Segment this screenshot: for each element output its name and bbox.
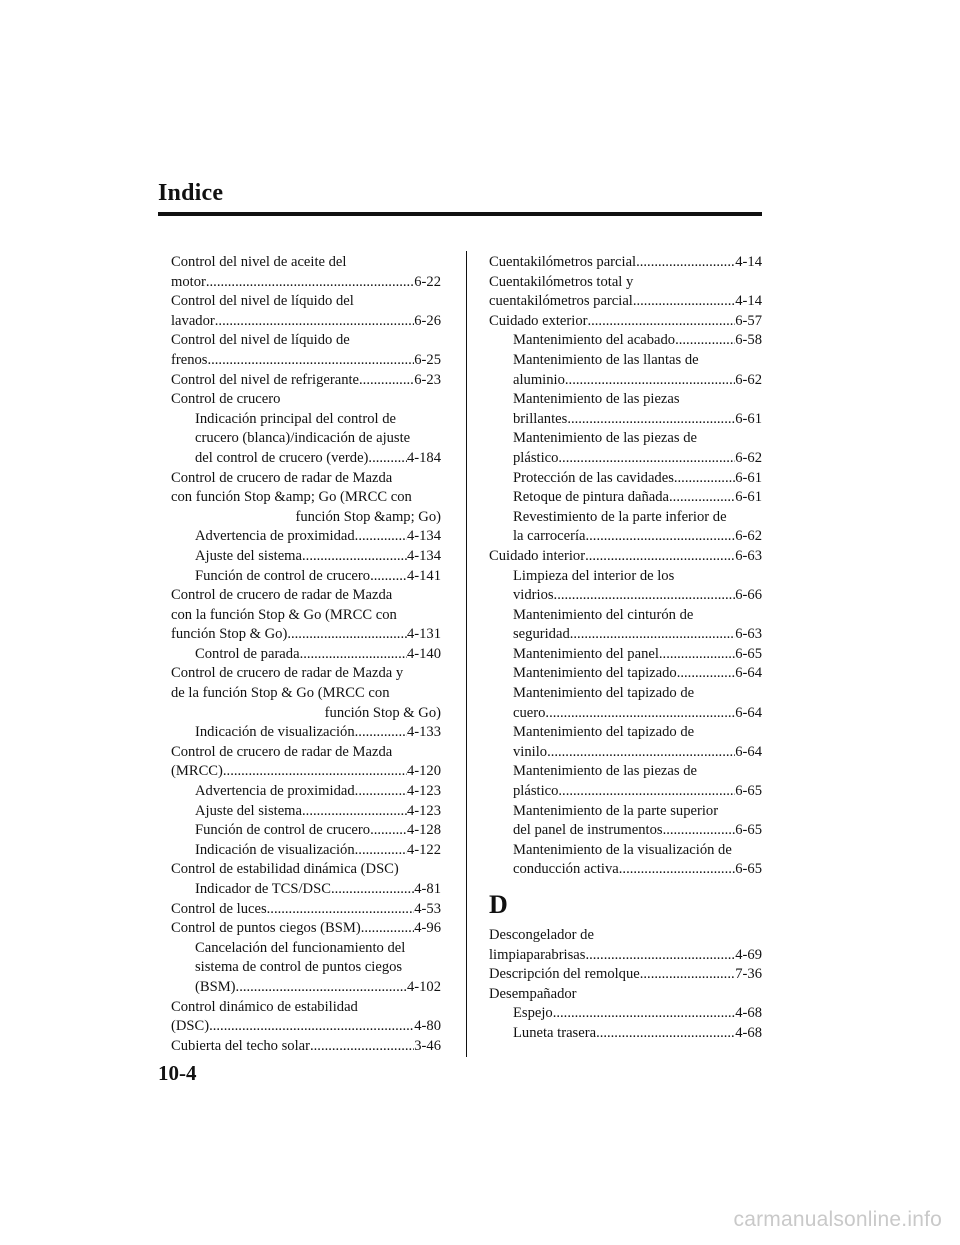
index-entry-text: Cuentakilómetros total y	[489, 273, 634, 290]
index-entry-text: crucero (blanca)/indicación de ajuste	[195, 430, 411, 447]
index-entry	[489, 586, 762, 606]
index-entry-page: 6-62	[735, 449, 762, 466]
index-entry-page: 6-62	[735, 528, 762, 545]
index-entry-text: Advertencia de proximidad	[195, 783, 355, 800]
index-entry-page: 6-26	[414, 312, 441, 329]
leader-dots	[677, 664, 736, 684]
index-entry	[489, 567, 762, 587]
index-entry	[171, 508, 441, 528]
index-entry-text: conducción activa	[513, 861, 619, 878]
index-entry-page: 6-65	[735, 783, 762, 800]
index-entry-page: 4-123	[406, 802, 441, 819]
leader-dots	[359, 371, 414, 391]
index-entry-text: con función Stop &amp; Go (MRCC con	[171, 489, 412, 506]
index-entry	[171, 312, 441, 332]
index-entry	[171, 429, 441, 449]
index-entry	[171, 351, 441, 371]
leader-dots	[209, 1017, 414, 1037]
leader-dots	[567, 410, 735, 430]
index-entry	[489, 664, 762, 684]
index-entry-text: plástico	[513, 783, 559, 800]
leader-dots	[368, 449, 407, 469]
index-entry	[489, 390, 762, 410]
leader-dots	[570, 625, 735, 645]
index-entry-text: (DSC)	[171, 1018, 210, 1035]
index-entry-text: con la función Stop & Go (MRCC con	[171, 606, 397, 623]
index-entry-page: 4-123	[406, 783, 441, 800]
index-entry-text: Mantenimiento de las piezas	[513, 391, 680, 408]
index-entry	[171, 919, 441, 939]
index-entry-text: Control de puntos ciegos (BSM)	[171, 920, 361, 937]
index-entry-page: 4-80	[414, 1018, 441, 1035]
index-entry	[171, 762, 441, 782]
index-entry-text: del control de crucero (verde)	[195, 449, 369, 466]
index-entry-text: Mantenimiento del panel	[513, 645, 659, 662]
index-entry	[171, 704, 441, 724]
index-entry-text: seguridad	[513, 626, 570, 643]
index-entry	[171, 939, 441, 959]
leader-dots	[310, 1037, 414, 1057]
index-entry-text: Mantenimiento de la visualización de	[513, 841, 732, 858]
index-entry-text: Mantenimiento de las llantas de	[513, 351, 699, 368]
index-entry	[171, 625, 441, 645]
index-entry	[171, 684, 441, 704]
leader-dots	[553, 1004, 736, 1024]
index-entry-text: Mantenimiento de las piezas de	[513, 763, 697, 780]
index-entry-text: Luneta trasera	[513, 1024, 597, 1041]
index-entry-text: Control de parada	[195, 645, 300, 662]
index-entry-page: 4-102	[406, 978, 441, 995]
leader-dots	[669, 488, 735, 508]
index-entry	[171, 253, 441, 273]
index-entry-text: Control de crucero de radar de Mazda	[171, 469, 393, 486]
index-entry-page: 6-63	[735, 626, 762, 643]
index-entry-text: frenos	[171, 351, 208, 368]
index-entry	[489, 985, 762, 1005]
leader-dots	[633, 292, 735, 312]
index-entry-page: 6-22	[414, 273, 441, 290]
index-entry-page: 4-96	[414, 920, 441, 937]
index-entry-page: 6-61	[735, 469, 762, 486]
index-entry-page: 6-58	[735, 332, 762, 349]
index-entry-text: Protección de las cavidades	[513, 469, 674, 486]
index-entry-text: Retoque de pintura dañada	[513, 489, 670, 506]
footer-page-number: 10-4	[158, 1061, 197, 1085]
index-entry-page: 4-140	[406, 645, 441, 662]
section-letter: D	[489, 890, 508, 919]
index-entry	[489, 762, 762, 782]
index-entry-page: 4-131	[406, 626, 441, 643]
index-entry-text: Control de crucero de radar de Mazda y	[171, 665, 404, 682]
index-entry-text: función Stop & Go)	[171, 626, 288, 643]
index-entry	[489, 547, 762, 567]
index-entry	[171, 802, 441, 822]
index-entry-page: 4-120	[406, 763, 441, 780]
index-entry-text: Control de estabilidad dinámica (DSC)	[171, 861, 399, 878]
index-entry-page: 4-68	[735, 1024, 762, 1041]
index-entry-page: 6-65	[735, 645, 762, 662]
watermark: carmanualsonline.info	[733, 1208, 942, 1231]
index-entry	[171, 606, 441, 626]
index-entry-text: (BSM)	[195, 978, 236, 995]
index-entry	[171, 371, 441, 391]
leader-dots	[554, 586, 736, 606]
index-entry	[489, 371, 762, 391]
index-entry-text: Control dinámico de estabilidad	[171, 998, 358, 1015]
index-entry	[171, 527, 441, 547]
index-entry	[171, 586, 441, 606]
index-entry-text: Cancelación del funcionamiento del	[195, 939, 406, 956]
leader-dots	[558, 782, 735, 802]
index-entry-page: 6-23	[414, 371, 441, 388]
leader-dots	[370, 567, 407, 587]
index-entry-text: la carrocería	[513, 528, 586, 545]
index-entry-page: 3-46	[414, 1037, 441, 1054]
index-entry-text: del panel de instrumentos	[513, 822, 663, 839]
index-entry-page: 4-134	[406, 528, 441, 545]
index-entry-text: (MRCC)	[171, 763, 223, 780]
index-entry-page: 4-81	[414, 881, 441, 897]
leader-dots	[663, 821, 736, 841]
leader-dots	[267, 900, 415, 920]
index-entry-text: Advertencia de proximidad	[195, 528, 355, 545]
index-entry	[171, 273, 441, 293]
index-entry	[171, 410, 441, 430]
index-entry-text: cuero	[513, 704, 546, 721]
index-entry-text: Revestimiento de la parte inferior de	[513, 508, 727, 525]
leader-dots	[619, 860, 735, 880]
leader-dots	[545, 704, 735, 724]
index-entry-page: 6-65	[735, 861, 762, 878]
index-entry	[171, 449, 441, 469]
leader-dots	[585, 946, 735, 966]
index-entry-page: 6-63	[735, 547, 762, 564]
index-entry	[171, 469, 441, 489]
leader-dots	[547, 743, 735, 763]
index-entry-text: Control de crucero de radar de Mazda	[171, 587, 393, 604]
leader-dots	[207, 351, 414, 371]
index-entry-page: 4-68	[735, 1005, 762, 1022]
index-entry	[489, 926, 762, 946]
leader-dots	[302, 802, 407, 822]
index-entry	[489, 527, 762, 547]
column-divider	[466, 251, 467, 1057]
index-entry-page: 4-141	[406, 567, 441, 584]
index-entry-text: motor	[171, 273, 206, 290]
leader-dots	[355, 723, 407, 743]
page-title: Indice	[158, 180, 224, 206]
leader-dots	[674, 469, 735, 489]
index-entry-page: 4-133	[406, 724, 441, 741]
index-entry	[171, 645, 441, 665]
leader-dots	[370, 821, 407, 841]
index-entry	[171, 292, 441, 312]
index-entry-text: Control del nivel de líquido de	[171, 332, 350, 349]
index-entry-text: Mantenimiento de las piezas de	[513, 430, 697, 447]
index-entry-text: Mantenimiento de la parte superior	[513, 802, 719, 819]
index-entry-page: 4-134	[406, 547, 441, 564]
index-entry	[489, 802, 762, 822]
index-entry-page: 4-14	[735, 293, 762, 310]
index-entry-page: 6-61	[735, 410, 762, 427]
index-entry	[489, 253, 762, 273]
index-entry-page: 4-128	[406, 822, 441, 839]
index-entry	[489, 606, 762, 626]
index-entry	[489, 946, 762, 966]
leader-dots	[565, 371, 735, 391]
index-entry	[171, 978, 441, 998]
index-entry-text: Indicación principal del control de	[195, 410, 396, 427]
title-rule	[158, 212, 762, 216]
index-entry-text: Ajuste del sistema	[195, 547, 303, 564]
leader-dots	[585, 547, 735, 567]
leader-dots	[236, 978, 407, 998]
index-entry-text: Descongelador de	[489, 927, 594, 943]
leader-dots	[361, 919, 415, 939]
index-entry	[489, 625, 762, 645]
index-entry-text: Espejo	[513, 1005, 553, 1022]
index-entry-text: Indicación de visualización	[195, 841, 355, 858]
index-entry-text: Limpieza del interior de los	[513, 567, 675, 584]
leader-dots	[659, 645, 735, 665]
index-entry	[489, 841, 762, 861]
index-entry	[171, 880, 441, 900]
index-entry	[489, 429, 762, 449]
index-entry-text: Mantenimiento del cinturón de	[513, 606, 694, 623]
leader-dots	[215, 312, 414, 332]
leader-dots	[300, 645, 407, 665]
index-entry-page: 4-184	[406, 449, 441, 466]
index-entry-page: 7-36	[735, 966, 762, 983]
index-entry-text: brillantes	[513, 410, 568, 427]
index-entry-page: 6-64	[735, 743, 762, 760]
index-entry-text: Control del nivel de aceite del	[171, 254, 347, 270]
index-entry	[171, 998, 441, 1018]
index-entry	[489, 292, 762, 312]
index-entry	[171, 958, 441, 978]
index-entry	[489, 488, 762, 508]
index-entry	[489, 273, 762, 293]
index-entry-text: cuentakilómetros parcial	[489, 293, 633, 310]
leader-dots	[223, 762, 407, 782]
index-entry	[489, 449, 762, 469]
index-entry	[489, 860, 762, 880]
index-entry	[489, 965, 762, 985]
leader-dots	[355, 527, 407, 547]
index-entry-page: 4-14	[735, 254, 762, 270]
index-entry-text: Función de control de crucero	[195, 567, 371, 584]
index-entry-text: Control de crucero	[171, 391, 281, 408]
index-entry-text: Control de luces	[171, 900, 267, 917]
index-entry	[489, 469, 762, 489]
index-entry-text: vinilo	[513, 743, 548, 760]
index-entry-text: Ajuste del sistema	[195, 802, 303, 819]
leader-dots	[587, 312, 735, 332]
index-entry-text: limpiaparabrisas	[489, 946, 586, 963]
index-entry-text: función Stop &amp; Go)	[295, 508, 441, 525]
index-entry-text: Descripción del remolque	[489, 966, 640, 983]
index-entry-text: Control del nivel de líquido del	[171, 293, 354, 310]
index-entry-text: Indicación de visualización	[195, 724, 355, 741]
index-entry	[489, 410, 762, 430]
index-entry	[489, 704, 762, 724]
index-entry-text: Control de crucero de radar de Mazda	[171, 743, 393, 760]
index-entry-text: aluminio	[513, 371, 565, 388]
index-entry-text: Cuidado interior	[489, 547, 586, 564]
leader-dots	[586, 527, 736, 547]
index-entry	[171, 488, 441, 508]
index-entry	[489, 821, 762, 841]
index-entry	[171, 860, 441, 880]
index-entry-text: Mantenimiento del tapizado	[513, 665, 677, 682]
index-entry	[171, 331, 441, 351]
index-entry	[171, 723, 441, 743]
index-entry-text: Control del nivel de refrigerante	[171, 371, 360, 388]
index-entry	[171, 547, 441, 567]
index-entry	[489, 645, 762, 665]
leader-dots	[355, 841, 407, 861]
index-entry	[489, 1024, 762, 1044]
index-entry	[171, 664, 441, 684]
leader-dots	[331, 880, 414, 900]
index-column-left	[171, 253, 441, 1056]
index-entry-page: 6-65	[735, 822, 762, 839]
index-entry-page: 6-64	[735, 665, 762, 682]
index-entry-page: 4-53	[414, 900, 441, 917]
leader-dots	[675, 331, 735, 351]
index-entry-text: Desempañador	[489, 985, 577, 1002]
index-entry-text: Mantenimiento del acabado	[513, 332, 676, 349]
leader-dots	[596, 1024, 735, 1044]
index-entry-text: Cubierta del techo solar	[171, 1037, 310, 1054]
index-entry-text: función Stop & Go)	[324, 704, 441, 721]
index-entry	[171, 567, 441, 587]
index-entry	[171, 841, 441, 861]
leader-dots	[640, 965, 735, 985]
index-entry	[171, 821, 441, 841]
index-entry	[489, 684, 762, 704]
index-entry-text: lavador	[171, 312, 215, 329]
index-entry-text: Cuidado exterior	[489, 312, 588, 329]
index-entry-text: vidrios	[513, 587, 554, 604]
index-entry	[489, 312, 762, 332]
index-entry	[489, 351, 762, 371]
index-entry-page: 6-62	[735, 371, 762, 388]
index-entry	[489, 743, 762, 763]
index-entry-text: Mantenimiento del tapizado de	[513, 685, 695, 702]
index-entry-page: 4-122	[406, 841, 441, 858]
index-entry	[489, 331, 762, 351]
index-entry-text: Indicador de TCS/DSC	[195, 881, 331, 897]
index-entry-text: sistema de control de puntos ciegos	[195, 959, 403, 976]
index-entry	[489, 508, 762, 528]
leader-dots	[355, 782, 407, 802]
leader-dots	[302, 547, 407, 567]
index-entry	[171, 1017, 441, 1037]
index-entry	[171, 743, 441, 763]
index-entry-page: 6-57	[735, 312, 762, 329]
index-entry-text: Función de control de crucero	[195, 822, 371, 839]
index-entry-text: Cuentakilómetros parcial	[489, 254, 637, 270]
index-entry	[171, 390, 441, 410]
index-entry	[171, 1037, 441, 1057]
leader-dots	[636, 253, 735, 273]
index-entry	[489, 723, 762, 743]
index-entry-page: 4-69	[735, 946, 762, 963]
index-column-right	[489, 253, 762, 1044]
index-entry-page: 6-66	[735, 587, 762, 604]
index-entry-text: plástico	[513, 449, 559, 466]
leader-dots	[206, 273, 414, 293]
index-entry-text: de la función Stop & Go (MRCC con	[171, 685, 390, 702]
index-entry	[171, 900, 441, 920]
index-entry-text: Mantenimiento del tapizado de	[513, 724, 695, 741]
index-entry-page: 6-61	[735, 489, 762, 506]
index-entry	[489, 1004, 762, 1024]
index-entry-page: 6-25	[414, 351, 441, 368]
leader-dots	[558, 449, 735, 469]
index-entry	[171, 782, 441, 802]
leader-dots	[287, 625, 407, 645]
index-entry	[489, 782, 762, 802]
index-entry-page: 6-64	[735, 704, 762, 721]
